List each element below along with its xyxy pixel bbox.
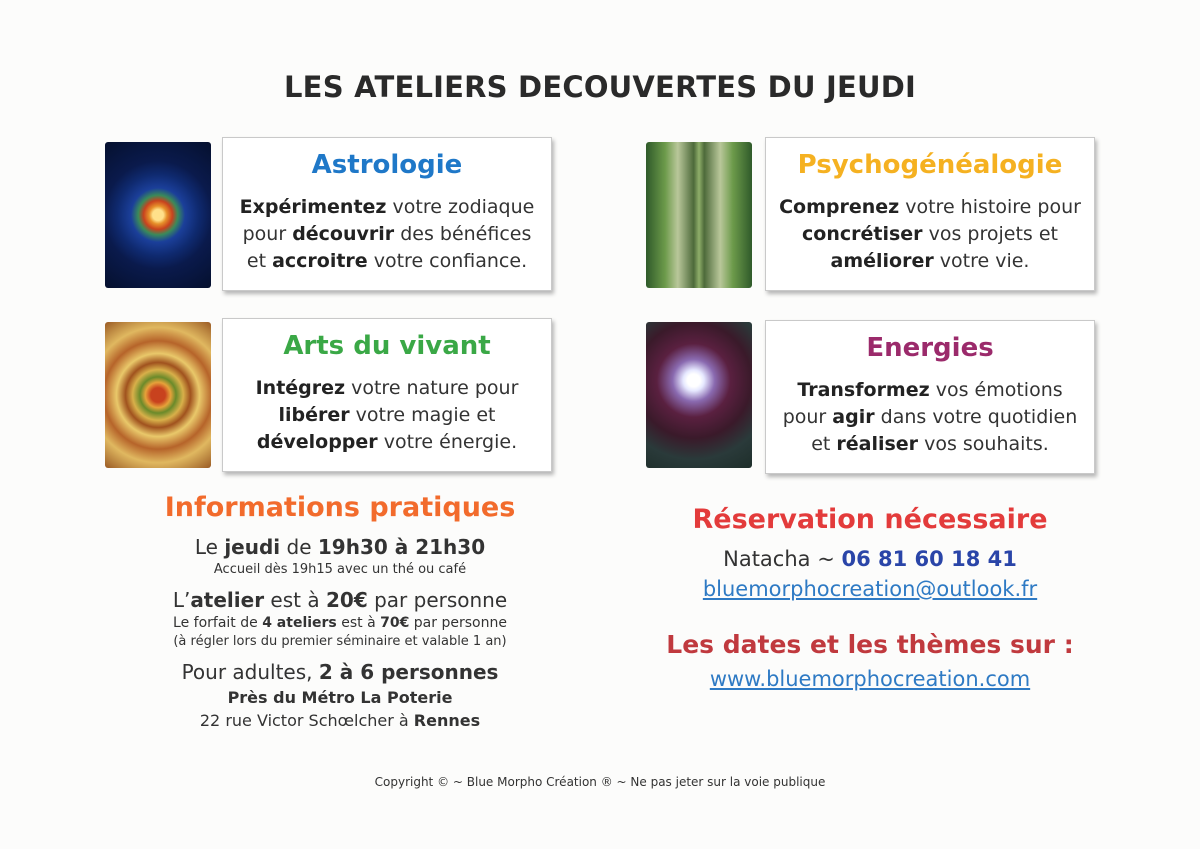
hours: 19h30 à 21h30 [317, 535, 486, 559]
card-energies [765, 320, 1095, 474]
text: et [811, 433, 837, 455]
card-title: Psychogénéalogie [797, 150, 1063, 180]
website-link[interactable]: www.bluemorphocreation.com [709, 667, 1031, 691]
text: L’ [172, 588, 191, 612]
verb: libérer [278, 404, 350, 426]
psychogenealogie-image [646, 142, 752, 288]
text: vos souhaits. [918, 433, 1049, 455]
card-title: Arts du vivant [283, 331, 491, 361]
card-description [766, 194, 1094, 275]
text: votre nature pour [345, 377, 519, 399]
dates-heading: Les dates et les thèmes sur : [666, 630, 1074, 659]
card-description [223, 375, 551, 456]
text: votre magie et [349, 404, 496, 426]
city: Rennes [413, 711, 481, 730]
text: pour [782, 406, 833, 428]
card-psychogenealogie [765, 137, 1095, 291]
price [100, 587, 580, 614]
practical-info [100, 490, 580, 733]
info-heading: Informations pratiques [164, 492, 516, 523]
verb: développer [256, 431, 378, 453]
verb: concrétiser [802, 223, 923, 245]
text: pour [242, 223, 293, 245]
astrologie-image [105, 142, 211, 288]
audience [100, 659, 580, 686]
verb: accroitre [272, 250, 368, 272]
group-size: 2 à 6 personnes [318, 660, 499, 684]
card-astrologie [222, 137, 552, 291]
text: par personne [409, 615, 507, 631]
contact [630, 544, 1110, 574]
text: votre vie. [933, 250, 1030, 272]
text: est à [264, 588, 326, 612]
address [100, 709, 580, 733]
verb: Transformez [797, 379, 930, 401]
text: votre histoire pour [899, 196, 1081, 218]
reservation [630, 502, 1110, 694]
text: et [246, 250, 273, 272]
welcome-note: Accueil dès 19h15 avec un thé ou café [213, 562, 467, 577]
text: par personne [367, 588, 508, 612]
card-title: Astrologie [311, 150, 463, 180]
card-arts-du-vivant [222, 318, 552, 472]
verb: Intégrez [255, 377, 346, 399]
text: est à [336, 615, 381, 631]
text: votre zodiaque [386, 196, 535, 218]
verb: découvrir [292, 223, 395, 245]
text: Pour adultes, [181, 660, 319, 684]
text: vos projets et [922, 223, 1058, 245]
contact-name: Natacha ~ [723, 547, 842, 571]
energies-image [646, 322, 752, 468]
verb: réaliser [836, 433, 919, 455]
card-description [223, 194, 551, 275]
schedule [100, 534, 580, 561]
card-description [766, 377, 1094, 458]
verb: agir [832, 406, 875, 428]
metro: Près du Métro La Poterie [227, 688, 453, 707]
day: jeudi [224, 535, 281, 559]
text: 4 ateliers [262, 615, 337, 631]
forfait-value: 70€ [380, 615, 410, 631]
copyright-footer: Copyright © ~ Blue Morpho Création ® ~ Ne pas jeter sur la voie publique [374, 775, 826, 789]
reservation-heading: Réservation nécessaire [692, 504, 1048, 535]
price-value: 20€ [325, 588, 368, 612]
text: des bénéfices [394, 223, 532, 245]
card-title: Energies [866, 333, 994, 363]
text: atelier [190, 588, 265, 612]
verb: améliorer [830, 250, 934, 272]
arts-du-vivant-image [105, 322, 211, 468]
text: dans votre quotidien [874, 406, 1078, 428]
email-link[interactable]: bluemorphocreation@outlook.fr [702, 577, 1038, 601]
text: Le [194, 535, 225, 559]
verb: Expérimentez [239, 196, 387, 218]
text: votre énergie. [377, 431, 518, 453]
page-title: LES ATELIERS DECOUVERTES DU JEUDI [284, 70, 916, 104]
text: de [280, 535, 318, 559]
forfait [100, 614, 580, 633]
verb: Comprenez [779, 196, 900, 218]
text: votre confiance. [367, 250, 528, 272]
phone-number[interactable]: 06 81 60 18 41 [841, 547, 1017, 571]
text: vos émotions [929, 379, 1063, 401]
forfait-note: (à régler lors du premier séminaire et valable 1 an) [173, 634, 507, 649]
text: 22 rue Victor Schœlcher à [199, 711, 414, 730]
text: Le forfait de [173, 615, 263, 631]
